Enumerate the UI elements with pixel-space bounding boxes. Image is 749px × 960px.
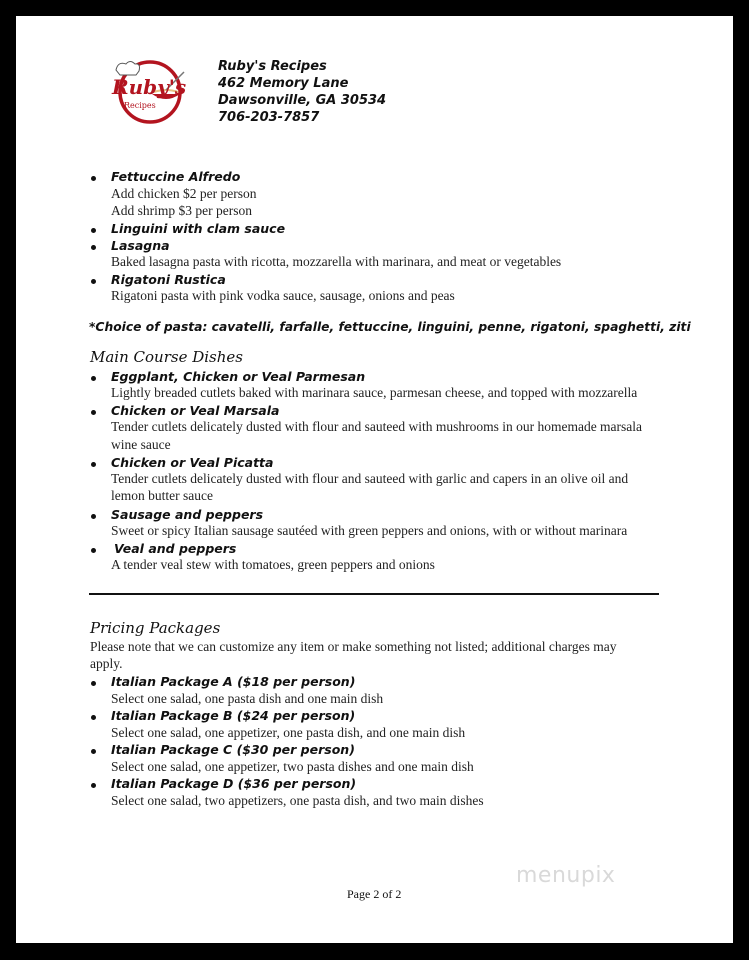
- bullet-icon: [91, 228, 96, 233]
- package-desc: Select one salad, one appetizer, one pasta dish, and one main dish: [111, 725, 466, 740]
- menu-item-desc: lemon butter sauce: [111, 488, 213, 503]
- page-number: Page 2 of 2: [347, 887, 402, 901]
- phone-number: 706-203-7857: [218, 110, 320, 125]
- menu-item-title: Eggplant, Chicken or Veal Parmesan: [111, 369, 366, 384]
- menu-item-title: Veal and peppers: [114, 541, 237, 556]
- svg-text:Ruby's: Ruby's: [112, 75, 187, 99]
- bullet-icon: [91, 245, 96, 250]
- bullet-icon: [91, 749, 96, 754]
- package-desc: Select one salad, one appetizer, two pasta dishes and one main dish: [111, 759, 474, 774]
- package-title: Italian Package C ($30 per person): [111, 742, 355, 757]
- menu-item-desc: Baked lasagna pasta with ricotta, mozzarella with marinara, and meat or vegetables: [111, 254, 562, 269]
- menu-item-desc: Add chicken $2 per person: [111, 186, 257, 201]
- menu-item-title: Lasagna: [111, 238, 170, 253]
- bullet-icon: [91, 783, 96, 788]
- pricing-intro: apply.: [90, 656, 123, 671]
- menu-item-desc: Tender cutlets delicately dusted with flour and sauteed with garlic and capers in an olive oil and: [111, 471, 629, 486]
- section-divider: [89, 593, 659, 595]
- business-name: Ruby's Recipes: [218, 59, 327, 74]
- package-title: Italian Package D ($36 per person): [111, 776, 357, 791]
- package-title: Italian Package A ($18 per person): [111, 674, 356, 689]
- bullet-icon: [91, 410, 96, 415]
- section-heading-pricing: Pricing Packages: [90, 619, 221, 637]
- pricing-intro: Please note that we can customize any item or make something not listed; additional charges may: [90, 639, 617, 654]
- menu-item-desc: wine sauce: [111, 437, 171, 452]
- menu-item-title: Rigatoni Rustica: [111, 272, 226, 287]
- bullet-icon: [91, 462, 96, 467]
- menu-item-title: Chicken or Veal Marsala: [111, 403, 280, 418]
- svg-text:Recipes: Recipes: [124, 101, 156, 110]
- menu-item-desc: Sweet or spicy Italian sausage sautéed with green peppers and onions, with or without marinara: [111, 523, 628, 538]
- bullet-icon: [91, 279, 96, 284]
- bullet-icon: [91, 376, 96, 381]
- package-desc: Select one salad, two appetizers, one pasta dish, and two main dishes: [111, 793, 484, 808]
- pasta-choice-note: *Choice of pasta: cavatelli, farfalle, fettuccine, linguini, penne, rigatoni, spaghetti, ziti: [89, 320, 691, 334]
- package-desc: Select one salad, one pasta dish and one main dish: [111, 691, 384, 706]
- menu-item-title: Fettuccine Alfredo: [111, 169, 241, 184]
- menu-item-title: Sausage and peppers: [111, 507, 264, 522]
- bullet-icon: [91, 514, 96, 519]
- street-address: 462 Memory Lane: [218, 76, 349, 91]
- city-state-zip: Dawsonville, GA 30534: [218, 93, 387, 108]
- menu-item-desc: Tender cutlets delicately dusted with flour and sauteed with mushrooms in our homemade marsala: [111, 419, 643, 434]
- rubys-recipes-logo: [92, 56, 197, 126]
- menu-item-desc: A tender veal stew with tomatoes, green peppers and onions: [111, 557, 435, 572]
- section-heading-main-course: Main Course Dishes: [90, 348, 243, 366]
- package-title: Italian Package B ($24 per person): [111, 708, 356, 723]
- logo-icon: [92, 56, 197, 126]
- menu-item-desc: Rigatoni pasta with pink vodka sauce, sausage, onions and peas: [111, 288, 455, 303]
- menu-item-desc: Add shrimp $3 per person: [111, 203, 252, 218]
- business-address: [218, 58, 386, 126]
- bullet-icon: [91, 681, 96, 686]
- bullet-icon: [91, 176, 96, 181]
- bullet-icon: [91, 715, 96, 720]
- menu-item-title: Chicken or Veal Picatta: [111, 455, 274, 470]
- bullet-icon: [91, 548, 96, 553]
- menu-item-title: Linguini with clam sauce: [111, 221, 286, 236]
- menupix-watermark: menupix: [516, 863, 616, 888]
- menu-item-desc: Lightly breaded cutlets baked with marinara sauce, parmesan cheese, and topped with mozzarella: [111, 385, 638, 400]
